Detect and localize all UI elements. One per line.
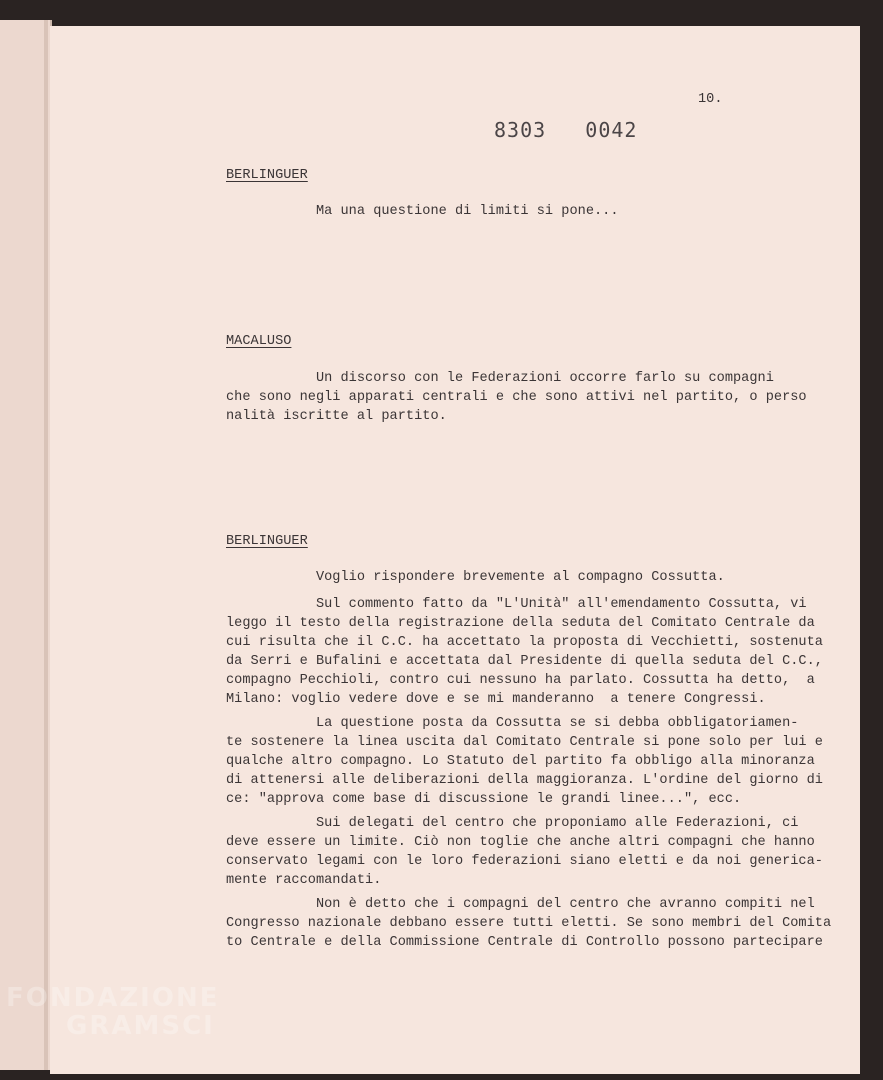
text-line: leggo il testo della registrazione della seduta del Comitato Centrale da bbox=[226, 616, 815, 631]
speaker-label: MACALUSO bbox=[226, 334, 292, 349]
text-line: compagno Pecchioli, contro cui nessuno ha parlato. Cossutta ha detto, a bbox=[226, 673, 815, 688]
text-line: Non è detto che i compagni del centro che avranno compiti nel bbox=[226, 897, 815, 912]
text-line: Sui delegati del centro che proponiamo alle Federazioni, ci bbox=[226, 816, 799, 831]
text-line: te sostenere la linea uscita dal Comitato Centrale si pone solo per lui e bbox=[226, 735, 823, 750]
text-line: deve essere un limite. Ciò non toglie che anche altri compagni che hanno bbox=[226, 835, 815, 850]
watermark-line2: GRAMSCI bbox=[66, 1011, 215, 1041]
book-spine-edge bbox=[44, 20, 48, 1070]
page-number: 10. bbox=[698, 92, 723, 107]
text-line: conservato legami con le loro federazioni siano eletti e da noi generica- bbox=[226, 854, 823, 869]
text-line: qualche altro compagno. Lo Statuto del partito fa obbligo alla minoranza bbox=[226, 754, 815, 769]
text-line: to Centrale e della Commissione Centrale di Controllo possono partecipare bbox=[226, 935, 823, 950]
text-line: La questione posta da Cossutta se si debba obbligatoriamen- bbox=[226, 716, 799, 731]
watermark-line1: FONDAZIONE bbox=[6, 983, 220, 1013]
text-line: di attenersi alle deliberazioni della maggioranza. L'ordine del giorno di bbox=[226, 773, 823, 788]
text-line: nalità iscritte al partito. bbox=[226, 409, 447, 424]
text-line: Milano: voglio vedere dove e se mi manderanno a tenere Congressi. bbox=[226, 692, 766, 707]
document-page bbox=[50, 26, 860, 1074]
text-line: Un discorso con le Federazioni occorre farlo su compagni bbox=[226, 371, 774, 386]
text-line: ce: "approva come base di discussione le grandi linee...", ecc. bbox=[226, 792, 742, 807]
text-line: cui risulta che il C.C. ha accettato la proposta di Vecchietti, sostenuta bbox=[226, 635, 823, 650]
text-line: Ma una questione di limiti si pone... bbox=[226, 204, 619, 219]
text-line: da Serri e Bufalini e accettata dal Presidente di quella seduta del C.C., bbox=[226, 654, 823, 669]
text-line: Voglio rispondere brevemente al compagno Cossutta. bbox=[226, 570, 725, 585]
speaker-label: BERLINGUER bbox=[226, 534, 308, 549]
document-number: 8303 0042 bbox=[494, 118, 638, 142]
text-line: Sul commento fatto da "L'Unità" all'emendamento Cossutta, vi bbox=[226, 597, 807, 612]
text-line: mente raccomandati. bbox=[226, 873, 382, 888]
speaker-label: BERLINGUER bbox=[226, 168, 308, 183]
watermark-logo bbox=[6, 984, 219, 1040]
text-line: che sono negli apparati centrali e che sono attivi nel partito, o perso bbox=[226, 390, 807, 405]
text-line: Congresso nazionale debbano essere tutti eletti. Se sono membri del Comita bbox=[226, 916, 832, 931]
